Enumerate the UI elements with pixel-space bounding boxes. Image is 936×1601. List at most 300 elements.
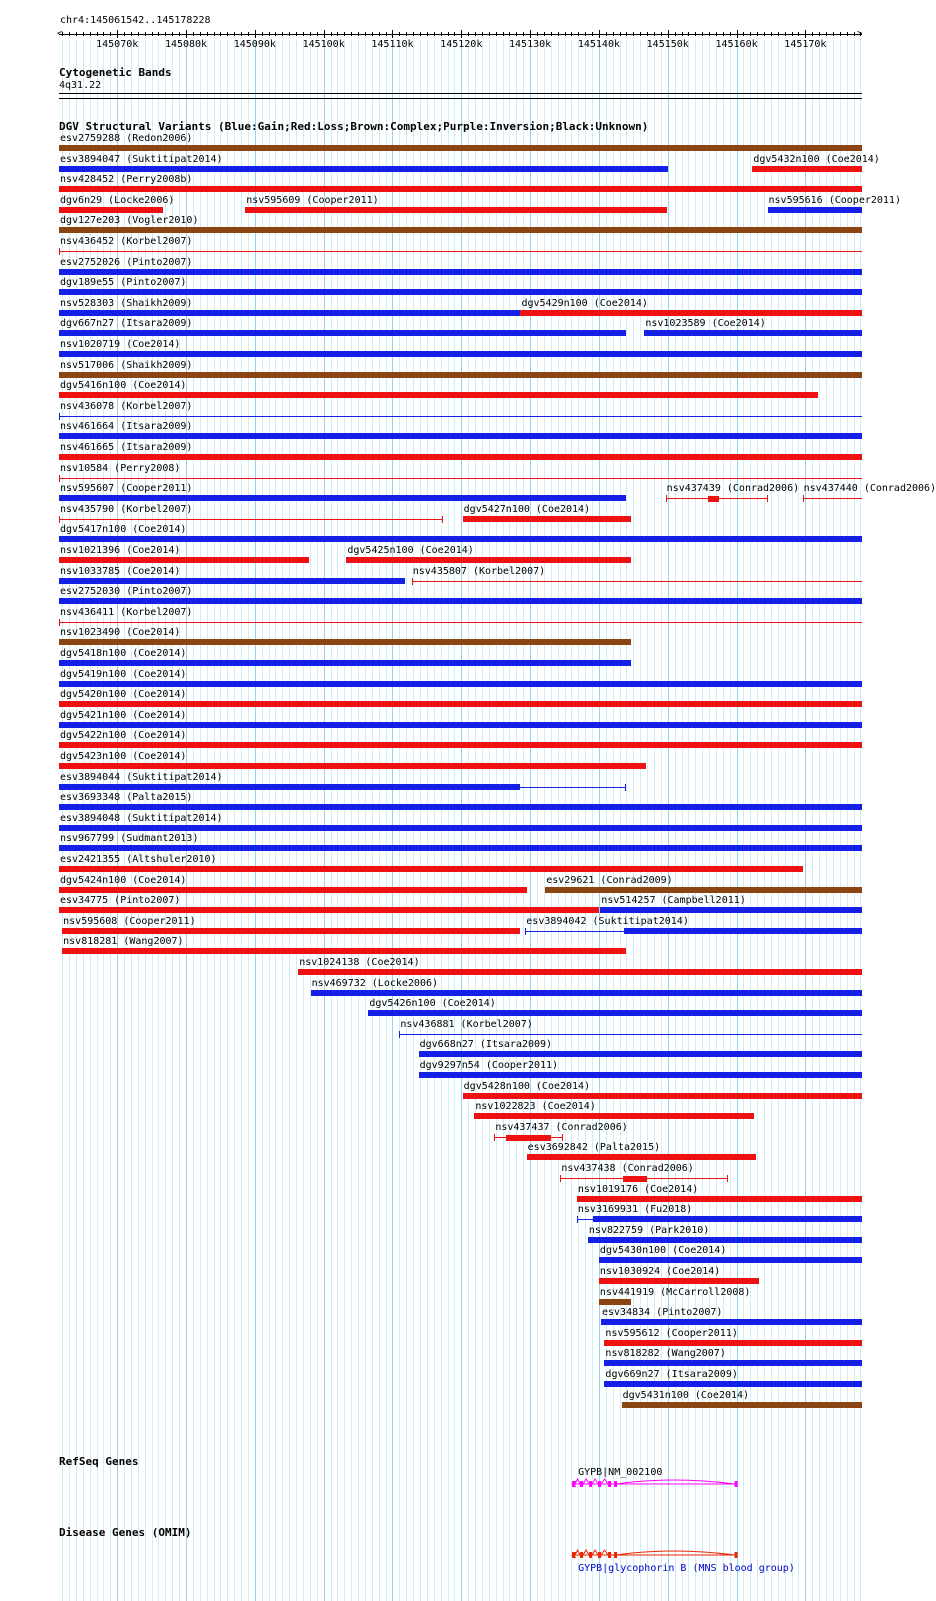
variant-bar[interactable] (59, 392, 818, 398)
ruler-tick-minor (798, 32, 799, 36)
ruler-tick-minor (248, 32, 249, 36)
variant-bar-end[interactable] (59, 619, 60, 626)
gene-exon (589, 1481, 592, 1487)
ruler-tick-minor (179, 32, 180, 36)
ruler-tick-minor (516, 32, 517, 36)
variant-bar[interactable] (59, 742, 862, 748)
cytoband-line-top (59, 93, 862, 94)
ruler-tick-minor (523, 32, 524, 36)
variant-bar-end[interactable] (767, 495, 768, 502)
ruler-tick-minor (379, 32, 380, 36)
ruler-tick-minor (833, 32, 834, 36)
variant-label: esv3894044 (Suktitipat2014) (60, 771, 223, 783)
ruler-tick-minor (145, 32, 146, 36)
variant-bar[interactable] (59, 372, 862, 378)
variant-bar-end[interactable] (494, 1134, 495, 1141)
ruler-tick-major (737, 30, 738, 38)
variant-bar-end[interactable] (625, 784, 626, 791)
variant-label: nsv1021396 (Coe2014) (60, 545, 181, 556)
ruler-tick-minor (757, 32, 758, 36)
variant-bar[interactable] (59, 866, 803, 872)
variant-bar[interactable] (600, 907, 862, 913)
ruler-tick-minor (771, 32, 772, 36)
variant-bar[interactable] (59, 351, 862, 357)
variant-label: dgv9297n54 (Cooper2011) (419, 1060, 559, 1071)
variant-bar[interactable] (59, 784, 520, 790)
variant-label: nsv818281 (Wang2007) (63, 936, 184, 948)
variant-label: nsv1033785 (Coe2014) (60, 565, 181, 577)
gene-intron (592, 1479, 598, 1484)
ruler-tick-label: 145150k (646, 39, 689, 50)
ruler-tick-minor (296, 32, 297, 36)
variant-bar-end[interactable] (59, 475, 60, 482)
cytoband-label[interactable]: 4q31.22 (59, 80, 102, 91)
ruler-tick-minor (620, 32, 621, 36)
variant-label: dgv5432n100 (Coe2014) (753, 153, 880, 165)
variant-bar-thin[interactable] (59, 478, 862, 479)
variant-bar[interactable] (59, 330, 626, 336)
position-label: chr4:145061542..145178228 (60, 15, 211, 26)
refseq-gene-glyph[interactable] (0, 1474, 890, 1494)
variant-bar-end[interactable] (803, 495, 804, 502)
variant-bar-end[interactable] (442, 516, 443, 523)
variant-bar[interactable] (474, 1113, 753, 1119)
variant-bar[interactable] (59, 804, 862, 810)
variant-label: nsv595616 (Cooper2011) (768, 194, 901, 206)
ruler-tick-minor (661, 32, 662, 36)
ruler-tick-minor (702, 32, 703, 36)
variant-label: dgv669n27 (Itsara2009) (605, 1369, 738, 1380)
variant-bar[interactable] (545, 887, 862, 893)
ruler-tick-minor (613, 32, 614, 36)
variant-label: nsv436078 (Korbel2007) (60, 400, 193, 412)
variant-bar-end[interactable] (727, 1175, 728, 1182)
variant-bar[interactable] (59, 825, 862, 831)
variant-bar-thin[interactable] (399, 1034, 862, 1035)
variant-bar[interactable] (527, 1154, 756, 1160)
variant-bar[interactable] (599, 1299, 631, 1305)
variant-bar[interactable] (588, 1237, 862, 1243)
variant-label: dgv5419n100 (Coe2014) (60, 668, 187, 680)
variant-label: nsv822759 (Park2010) (588, 1224, 710, 1236)
ruler-tick-minor (200, 32, 201, 36)
variant-label: nsv1024138 (Coe2014) (299, 957, 420, 968)
variant-bar[interactable] (599, 1257, 862, 1263)
gene-intron (583, 1479, 589, 1484)
variant-label: nsv437439 (Conrad2006) (666, 483, 800, 495)
variant-bar[interactable] (624, 928, 862, 934)
gene-exon (598, 1552, 601, 1558)
variant-label: nsv1023490 (Coe2014) (60, 627, 181, 639)
ruler-tick-major (805, 30, 806, 38)
variant-bar[interactable] (368, 1010, 862, 1016)
ruler-tick-minor (695, 32, 696, 36)
variant-label: dgv5417n100 (Coe2014) (60, 524, 187, 536)
variant-label: dgv5426n100 (Coe2014) (369, 998, 496, 1010)
variant-bar-thin[interactable] (412, 581, 862, 582)
variant-bar-thin[interactable] (59, 416, 862, 417)
variant-bar[interactable] (59, 578, 405, 584)
variant-bar[interactable] (298, 969, 862, 975)
ruler-tick-label: 145130k (509, 39, 552, 50)
variant-label: nsv437437 (Conrad2006) (495, 1121, 628, 1133)
gene-intron (616, 1480, 734, 1484)
variant-label: nsv1022823 (Coe2014) (475, 1101, 596, 1113)
variant-bar[interactable] (59, 536, 862, 542)
ruler-tick-minor (688, 32, 689, 36)
ruler-tick-major (461, 30, 462, 38)
ruler-tick-minor (275, 32, 276, 36)
ruler-tick-minor (344, 32, 345, 36)
ruler-tick-major (117, 30, 118, 38)
variant-bar-tail[interactable] (520, 787, 626, 788)
variant-bar[interactable] (59, 722, 862, 728)
variant-bar-block[interactable] (708, 496, 720, 502)
ruler-tick-minor (214, 32, 215, 36)
ruler-tick-minor (475, 32, 476, 36)
ruler-tick-label: 145110k (371, 39, 414, 50)
ruler-tick-minor (489, 32, 490, 36)
ruler-tick-minor (640, 32, 641, 36)
variant-label: nsv1020719 (Coe2014) (60, 339, 181, 350)
variant-bar[interactable] (59, 269, 862, 275)
ruler-tick-minor (158, 32, 159, 36)
ruler-tick-minor (571, 32, 572, 36)
ruler-tick-major (668, 30, 669, 38)
variant-bar[interactable] (311, 990, 862, 996)
ruler-tick-label: 145100k (302, 39, 345, 50)
gene-intron (616, 1551, 734, 1555)
variant-bar[interactable] (59, 681, 862, 687)
variant-bar[interactable] (463, 516, 631, 522)
variant-label: dgv5427n100 (Coe2014) (463, 503, 591, 515)
variant-bar[interactable] (768, 207, 862, 213)
ruler-tick-minor (165, 32, 166, 36)
gene-intron (601, 1479, 608, 1484)
variant-bar-end[interactable] (412, 578, 413, 585)
ruler[interactable] (0, 0, 890, 50)
ruler-tick-minor (83, 32, 84, 36)
variant-bar[interactable] (59, 639, 631, 645)
ruler-tick-major (186, 30, 187, 38)
ruler-tick-minor (558, 32, 559, 36)
variant-bar-end[interactable] (59, 248, 60, 255)
ruler-tick-minor (420, 32, 421, 36)
variant-label: nsv1030924 (Coe2014) (599, 1266, 721, 1277)
variant-label: esv29621 (Conrad2009) (546, 874, 673, 886)
variant-bar-thin[interactable] (59, 519, 443, 520)
ruler-tick-minor (654, 32, 655, 36)
variant-bar-end[interactable] (666, 495, 667, 502)
variant-label: nsv469732 (Locke2006) (311, 977, 439, 989)
gene-exon (580, 1481, 583, 1487)
gene-exon (598, 1481, 601, 1487)
variant-bar[interactable] (644, 330, 862, 336)
ruler-tick-minor (606, 32, 607, 36)
variant-bar[interactable] (62, 948, 626, 954)
ruler-tick-minor (207, 32, 208, 36)
variant-label: nsv595608 (Cooper2011) (63, 915, 196, 927)
ruler-tick-minor (289, 32, 290, 36)
variant-label: nsv1019176 (Coe2014) (577, 1183, 699, 1195)
variant-bar[interactable] (59, 701, 862, 707)
variant-label: dgv5430n100 (Coe2014) (599, 1245, 727, 1257)
ruler-tick-minor (819, 32, 820, 36)
variant-bar[interactable] (604, 1381, 862, 1387)
variant-bar[interactable] (59, 207, 163, 213)
ruler-tick-minor (413, 32, 414, 36)
ruler-tick-minor (172, 32, 173, 36)
variant-bar[interactable] (419, 1051, 862, 1057)
ruler-tick-minor (103, 32, 104, 36)
variant-label: dgv6n29 (Locke2006) (60, 194, 175, 206)
ruler-tick-label: 145120k (440, 39, 483, 50)
ruler-tick-minor (509, 32, 510, 36)
variant-label: dgv5429n100 (Coe2014) (521, 297, 648, 309)
ruler-tick-major (599, 30, 600, 38)
gene-exon (589, 1552, 592, 1558)
ruler-tick-minor (482, 32, 483, 36)
variant-bar[interactable] (604, 1340, 862, 1346)
variant-bar-end[interactable] (59, 413, 60, 420)
variant-bar[interactable] (59, 289, 862, 295)
variant-bar[interactable] (463, 1093, 862, 1099)
ruler-tick-minor (840, 32, 841, 36)
ruler-tick-minor (847, 32, 848, 36)
ruler-tick-minor (682, 32, 683, 36)
ruler-tick-minor (372, 32, 373, 36)
ruler-tick-minor (592, 32, 593, 36)
variant-label: nsv437438 (Conrad2006) (561, 1163, 694, 1174)
dgv-track-title: DGV Structural Variants (Blue:Gain;Red:Loss;Brown:Complex;Purple:Inversion;Black:Unknown) (59, 120, 649, 133)
gene-exon (735, 1481, 738, 1487)
ruler-tick-major (392, 30, 393, 38)
ruler-tick-minor (262, 32, 263, 36)
ruler-tick-minor (406, 32, 407, 36)
variant-bar[interactable] (520, 310, 862, 316)
variant-bar-thin[interactable] (525, 931, 624, 932)
omim-gene-glyph[interactable] (0, 1545, 890, 1565)
variant-label: esv2421355 (Altshuler2010) (60, 854, 217, 865)
variant-bar[interactable] (599, 1278, 759, 1284)
refseq-track-title: RefSeq Genes (59, 1455, 139, 1468)
ruler-tick-minor (310, 32, 311, 36)
variant-bar[interactable] (59, 907, 599, 913)
variant-label: esv3894042 (Suktitipat2014) (526, 915, 689, 927)
variant-bar[interactable] (577, 1196, 862, 1202)
ruler-tick-minor (792, 32, 793, 36)
ruler-tick-minor (778, 32, 779, 36)
ruler-tick-minor (269, 32, 270, 36)
variant-bar[interactable] (59, 454, 862, 460)
variant-bar[interactable] (59, 310, 520, 316)
refseq-gene-label[interactable]: GYPB|NM_002100 (578, 1467, 663, 1478)
omim-gene-label[interactable]: GYPB|glycophorin B (MNS blood group) (578, 1563, 795, 1574)
ruler-tick-minor (633, 32, 634, 36)
ruler-tick-major (255, 30, 256, 38)
omim-track-title: Disease Genes (OMIM) (59, 1526, 192, 1539)
variant-bar-thin[interactable] (577, 1219, 593, 1220)
ruler-tick-minor (358, 32, 359, 36)
ruler-tick-minor (785, 32, 786, 36)
variant-bar[interactable] (59, 845, 862, 851)
ruler-tick-minor (537, 32, 538, 36)
variant-label: dgv5425n100 (Coe2014) (347, 545, 474, 556)
variant-bar[interactable] (59, 186, 862, 192)
variant-label: dgv668n27 (Itsara2009) (419, 1039, 553, 1051)
variant-label: dgv5423n100 (Coe2014) (60, 751, 187, 762)
ruler-tick-minor (675, 32, 676, 36)
variant-label: dgv5418n100 (Coe2014) (60, 648, 187, 659)
variant-bar[interactable] (622, 1402, 862, 1408)
variant-bar[interactable] (604, 1360, 862, 1366)
variant-bar[interactable] (59, 145, 862, 151)
ruler-tick-minor (468, 32, 469, 36)
ruler-tick-minor (303, 32, 304, 36)
ruler-tick-minor (448, 32, 449, 36)
ruler-tick-minor (76, 32, 77, 36)
variant-bar-thin[interactable] (803, 498, 862, 499)
variant-bar[interactable] (59, 887, 527, 893)
ruler-tick-minor (331, 32, 332, 36)
variant-label: nsv461665 (Itsara2009) (60, 442, 193, 453)
variant-bar[interactable] (62, 928, 520, 934)
ruler-tick-minor (434, 32, 435, 36)
variant-label: esv2752026 (Pinto2007) (60, 256, 193, 268)
variant-label: esv2752030 (Pinto2007) (60, 586, 193, 598)
gene-exon (580, 1552, 583, 1558)
ruler-tick-minor (750, 32, 751, 36)
gene-exon (608, 1481, 611, 1487)
variant-bar-block[interactable] (506, 1135, 551, 1141)
variant-bar-block[interactable] (623, 1176, 647, 1182)
ruler-tick-minor (730, 32, 731, 36)
ruler-tick-minor (234, 32, 235, 36)
ruler-tick-minor (551, 32, 552, 36)
gene-exon (608, 1552, 611, 1558)
variant-label: nsv3169931 (Fu2018) (577, 1204, 693, 1216)
variant-bar[interactable] (346, 557, 630, 563)
gene-intron (601, 1550, 608, 1555)
variant-label: nsv437440 (Conrad2006) (803, 483, 936, 495)
ruler-tick-label: 145090k (233, 39, 276, 50)
variant-bar-thin[interactable] (59, 251, 862, 252)
ruler-arrow-right-icon: > (857, 29, 863, 39)
variant-label: nsv10584 (Perry2008) (60, 462, 181, 474)
gene-intron (592, 1550, 598, 1555)
variant-bar[interactable] (59, 433, 862, 439)
ruler-tick-minor (131, 32, 132, 36)
ruler-arrow-left-icon: < (57, 29, 63, 39)
variant-label: nsv436411 (Korbel2007) (60, 606, 193, 618)
variant-label: nsv436881 (Korbel2007) (400, 1018, 533, 1030)
variant-label: nsv435807 (Korbel2007) (412, 565, 546, 577)
variant-label: esv3894048 (Suktitipat2014) (60, 812, 223, 824)
ruler-tick-minor (496, 32, 497, 36)
ruler-tick-label: 145140k (577, 39, 620, 50)
variant-bar[interactable] (59, 557, 309, 563)
ruler-tick-minor (317, 32, 318, 36)
variant-label: esv2759288 (Redon2006) (60, 133, 193, 144)
variant-bar[interactable] (245, 207, 667, 213)
variant-label: nsv528303 (Shaikh2009) (60, 297, 193, 309)
variant-label: dgv5424n100 (Coe2014) (60, 874, 187, 886)
variant-bar[interactable] (59, 660, 631, 666)
ruler-tick-minor (399, 32, 400, 36)
ruler-tick-minor (544, 32, 545, 36)
variant-bar-end[interactable] (399, 1031, 400, 1038)
variant-label: esv3692842 (Palta2015) (527, 1142, 661, 1154)
ruler-tick-minor (227, 32, 228, 36)
ruler-tick-minor (365, 32, 366, 36)
ruler-tick-minor (743, 32, 744, 36)
ruler-tick-minor (441, 32, 442, 36)
variant-bar[interactable] (59, 166, 668, 172)
variant-bar[interactable] (59, 495, 626, 501)
variant-bar[interactable] (59, 763, 646, 769)
variant-bar[interactable] (419, 1072, 862, 1078)
variant-label: dgv5428n100 (Coe2014) (463, 1080, 591, 1092)
ruler-tick-minor (138, 32, 139, 36)
variant-bar-end[interactable] (562, 1134, 563, 1141)
ruler-tick-minor (386, 32, 387, 36)
variant-bar[interactable] (601, 1319, 862, 1325)
variant-bar[interactable] (752, 166, 862, 172)
variant-label: dgv5416n100 (Coe2014) (60, 380, 187, 392)
ruler-tick-minor (826, 32, 827, 36)
ruler-tick-minor (503, 32, 504, 36)
ruler-tick-minor (351, 32, 352, 36)
variant-label: nsv441919 (McCarroll2008) (599, 1286, 751, 1298)
variant-bar[interactable] (59, 227, 862, 233)
gene-intron (583, 1550, 589, 1555)
ruler-tick-minor (241, 32, 242, 36)
variant-label: esv3894047 (Suktitipat2014) (60, 153, 223, 165)
variant-label: dgv5420n100 (Coe2014) (60, 689, 187, 701)
variant-bar[interactable] (59, 598, 862, 604)
ruler-tick-minor (565, 32, 566, 36)
variant-bar-end[interactable] (59, 516, 60, 523)
ruler-tick-minor (69, 32, 70, 36)
ruler-tick-minor (578, 32, 579, 36)
ruler-tick-minor (709, 32, 710, 36)
ruler-tick-minor (647, 32, 648, 36)
variant-label: nsv435790 (Korbel2007) (60, 503, 193, 515)
ruler-tick-minor (854, 32, 855, 36)
variant-bar-thin[interactable] (59, 622, 862, 623)
ruler-tick-label: 145070k (96, 39, 139, 50)
ruler-tick-minor (723, 32, 724, 36)
ruler-tick-minor (152, 32, 153, 36)
variant-bar[interactable] (593, 1216, 862, 1222)
cytoband-line-bottom (59, 98, 862, 99)
variant-label: nsv595607 (Cooper2011) (60, 483, 193, 495)
variant-label: nsv595612 (Cooper2011) (605, 1327, 738, 1339)
variant-label: esv34834 (Pinto2007) (601, 1307, 723, 1319)
ruler-tick-minor (220, 32, 221, 36)
variant-label: dgv127e203 (Vogler2010) (60, 215, 199, 227)
variant-label: dgv189e55 (Pinto2007) (60, 277, 187, 289)
ruler-tick-minor (337, 32, 338, 36)
variant-label: esv3693348 (Palta2015) (60, 792, 193, 804)
variant-label: nsv1023589 (Coe2014) (645, 318, 766, 330)
cytoband-track-title: Cytogenetic Bands (59, 66, 172, 79)
variant-bar-end[interactable] (560, 1175, 561, 1182)
ruler-tick-label: 145170k (784, 39, 827, 50)
ruler-tick-minor (124, 32, 125, 36)
ruler-tick-label: 145160k (715, 39, 758, 50)
ruler-tick-minor (454, 32, 455, 36)
